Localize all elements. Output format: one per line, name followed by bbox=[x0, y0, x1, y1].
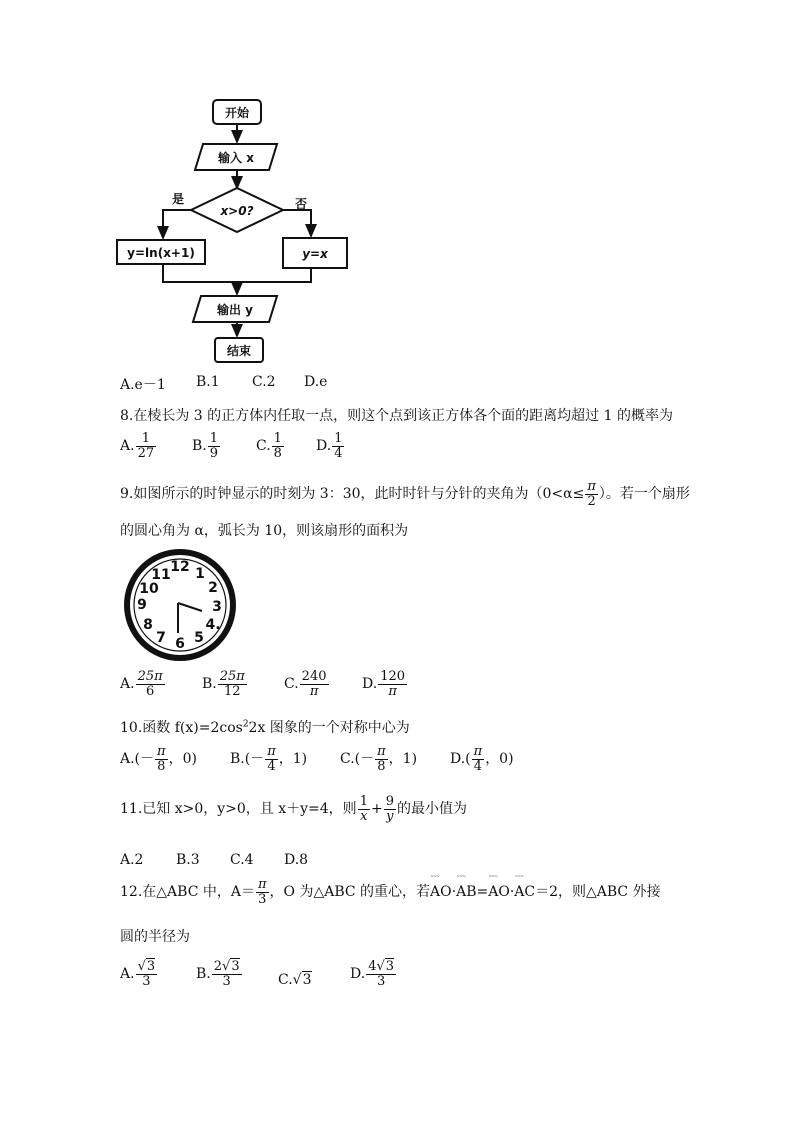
q9-option-b-den: 12 bbox=[218, 684, 247, 699]
q12-option-a bbox=[120, 960, 158, 988]
q12-question-line2: 圆的半径为 bbox=[120, 929, 190, 945]
q11-frac2-den: y bbox=[384, 809, 396, 824]
flow-end-label: 结束 bbox=[226, 344, 252, 358]
q12-option-b-frac bbox=[212, 960, 242, 988]
q9-option-d bbox=[362, 670, 408, 698]
flow-no-box-label: y=x bbox=[302, 247, 328, 261]
q9-option-d-frac bbox=[378, 670, 407, 698]
q12-dot1: · bbox=[451, 884, 457, 901]
q12-vec-ao2: ˜˜˜ AO bbox=[488, 884, 510, 900]
q8-option-a-num: 1 bbox=[141, 431, 150, 446]
flow-start-label: 开始 bbox=[224, 106, 250, 120]
q10-text-b: 2x 图象的一个对称中心为 bbox=[248, 720, 410, 736]
q8-option-d-frac bbox=[332, 432, 344, 460]
q8-option-b-label: B. bbox=[192, 438, 207, 455]
q9-option-b-num: 25π bbox=[219, 669, 245, 684]
q10-option-b-post: ，1) bbox=[278, 751, 308, 768]
flow-yes-box-label: y=ln(x+1) bbox=[127, 246, 195, 260]
q8-option-b-frac bbox=[208, 432, 220, 460]
q10-option-b-pre: B.(－ bbox=[230, 751, 265, 768]
q10-option-b-frac bbox=[265, 745, 278, 773]
q10-option-c-post: ，1) bbox=[388, 751, 418, 768]
clock-number-11: 11 bbox=[151, 567, 171, 583]
q9-line1-frac-num: π bbox=[587, 479, 596, 494]
q10-text-a: 10.函数 f(x)=2cos bbox=[120, 720, 243, 736]
q9-line1-frac-den: 2 bbox=[585, 494, 598, 509]
q10-option-a bbox=[120, 745, 197, 773]
q11-frac1 bbox=[358, 795, 370, 823]
q9-option-a-label: A. bbox=[120, 676, 135, 693]
clock-number-9: 9 bbox=[137, 597, 147, 613]
clock-number-5: 5 bbox=[194, 630, 204, 646]
q11-frac1-num: 1 bbox=[359, 794, 368, 809]
q12-frac-num: π bbox=[257, 877, 267, 892]
q11-option-d: D.8 bbox=[284, 852, 309, 868]
clock-number-8: 8 bbox=[143, 617, 153, 633]
q8-option-a-label: A. bbox=[120, 438, 135, 455]
q10-option-b-den: 4 bbox=[265, 759, 278, 774]
q12-dot2: · bbox=[509, 884, 515, 901]
q10-option-b bbox=[230, 745, 307, 773]
q9-option-d-label: D. bbox=[362, 676, 378, 693]
q10-option-a-num: π bbox=[157, 744, 166, 759]
q8-option-c-den: 8 bbox=[273, 445, 282, 461]
q12-question-line1 bbox=[120, 878, 661, 906]
q12-text-c: ＝2，则△ABC 外接 bbox=[535, 884, 661, 901]
q11-text-b: 的最小值为 bbox=[396, 801, 467, 818]
q10-option-a-pre: A.(－ bbox=[120, 751, 155, 768]
q10-option-d-pre: D.( bbox=[450, 751, 471, 768]
q9-option-d-num: 120 bbox=[380, 669, 406, 684]
q10-option-d-num: π bbox=[473, 744, 483, 759]
q8-option-c-num: 1 bbox=[273, 431, 282, 446]
q10-question bbox=[120, 717, 410, 737]
q10-option-c-pre: C.(－ bbox=[340, 751, 375, 768]
clock-number-7: 7 bbox=[156, 630, 166, 646]
q11-plus: + bbox=[370, 801, 383, 818]
q9-option-c-den: π bbox=[300, 684, 329, 699]
q10-option-a-frac bbox=[155, 745, 168, 773]
q12-text-a: 12.在△ABC 中，A＝ bbox=[120, 884, 255, 901]
clock-number-4: 4. bbox=[205, 617, 221, 633]
q11-frac1-den: x bbox=[358, 809, 370, 824]
q7-option-d: D.e bbox=[304, 374, 328, 390]
q12-option-b bbox=[196, 960, 243, 988]
q9-option-a bbox=[120, 670, 166, 698]
q11-option-c: C.4 bbox=[230, 852, 254, 868]
q12-option-c: C.√3 bbox=[278, 972, 312, 988]
clock-number-2: 2 bbox=[208, 580, 218, 596]
q12-vec-ac: ˜˜˜ AC bbox=[514, 884, 535, 900]
q12-option-a-frac bbox=[136, 960, 158, 988]
q9-option-a-den: 6 bbox=[136, 684, 165, 699]
q10-option-c bbox=[340, 745, 417, 773]
q12-text-b: ，O 为△ABC 的重心，若 bbox=[269, 884, 431, 901]
q8-question: 8.在棱长为 3 的正方体内任取一点，则这个点到该正方体各个面的距离均超过 1 的概率为 bbox=[120, 408, 673, 424]
q8-option-c bbox=[256, 432, 316, 460]
q9-line1-a: 9.如图所示的时钟显示的时刻为 3：30，此时时针与分针的夹角为（0<α≤ bbox=[120, 486, 585, 503]
q12-option-d-rad: 3 bbox=[385, 959, 395, 974]
q9-option-b-frac bbox=[218, 670, 247, 698]
q11-frac2 bbox=[384, 795, 396, 823]
q9-option-a-frac bbox=[136, 670, 165, 698]
q12-option-c-label: C. bbox=[278, 972, 293, 988]
flow-no-label: 否 bbox=[294, 197, 308, 211]
q8-option-a-frac bbox=[136, 432, 157, 460]
clock-hour-hand bbox=[178, 603, 202, 611]
q9-line1-b: ）。若一个扇形 bbox=[598, 486, 690, 503]
flow-condition-label: x>0? bbox=[220, 204, 254, 218]
q10-option-d-post: ，0) bbox=[485, 751, 514, 768]
q7-option-b: B.1 bbox=[196, 374, 220, 390]
q12-frac bbox=[256, 878, 269, 906]
q10-sup: 2 bbox=[242, 719, 249, 730]
q9-question-line1 bbox=[120, 480, 690, 508]
q12-option-a-den: 3 bbox=[136, 974, 158, 989]
q12-option-b-coef: 2 bbox=[213, 959, 223, 974]
q10-option-c-den: 8 bbox=[375, 759, 388, 774]
q12-option-d-num: 4√3 bbox=[368, 959, 395, 974]
q9-option-c-frac bbox=[300, 670, 329, 698]
q12-eq: = bbox=[476, 884, 489, 901]
q12-vec-ab: ˜˜˜ AB bbox=[456, 884, 476, 900]
q8-option-b-num: 1 bbox=[209, 431, 219, 446]
q7-option-c: C.2 bbox=[252, 374, 276, 390]
q10-option-a-den: 8 bbox=[155, 759, 168, 774]
q12-option-b-den: 3 bbox=[212, 974, 242, 989]
q10-option-a-post: ，0) bbox=[168, 751, 197, 768]
q8-option-c-label: C. bbox=[256, 438, 271, 455]
q11-text-a: 11.已知 x>0，y>0，且 x＋y=4，则 bbox=[120, 801, 357, 818]
q7-option-a: A.e－1 bbox=[120, 377, 166, 393]
q10-option-b-num: π bbox=[267, 744, 276, 759]
clock-figure bbox=[120, 547, 240, 667]
q9-option-c-label: C. bbox=[284, 676, 299, 693]
q8-option-c-frac bbox=[272, 432, 284, 460]
q12-option-d-coef: 4 bbox=[368, 959, 377, 974]
q11-question bbox=[120, 795, 467, 823]
q12-option-d bbox=[350, 960, 397, 988]
q10-option-d-den: 4 bbox=[472, 759, 485, 774]
q9-option-b bbox=[202, 670, 248, 698]
q10-option-d bbox=[450, 745, 514, 773]
clock-number-10: 10 bbox=[139, 581, 159, 597]
flowchart bbox=[105, 90, 328, 370]
q8-option-d-label: D. bbox=[316, 438, 332, 455]
q9-option-c bbox=[284, 670, 330, 698]
q10-option-c-frac bbox=[375, 745, 388, 773]
q9-question-line2: 的圆心角为 α，弧长为 10，则该扇形的面积为 bbox=[120, 523, 409, 539]
q12-option-b-label: B. bbox=[196, 966, 211, 983]
clock-number-6: 6 bbox=[175, 636, 185, 652]
flow-input-label: 输入 x bbox=[218, 151, 254, 165]
q10-option-d-frac bbox=[472, 745, 485, 773]
q8-option-d-den: 4 bbox=[334, 445, 343, 461]
flow-yes-label: 是 bbox=[171, 192, 185, 206]
q12-option-a-num: √3 bbox=[137, 959, 156, 974]
q12-option-b-num: 2√3 bbox=[213, 959, 240, 974]
clock-number-3: 3 bbox=[212, 599, 222, 615]
q11-option-a: A.2 bbox=[120, 852, 144, 868]
q9-line1-frac bbox=[585, 480, 598, 508]
q12-option-d-den: 3 bbox=[366, 974, 396, 989]
flow-output-label: 输出 y bbox=[216, 303, 254, 317]
q12-option-c-rad: 3 bbox=[302, 972, 312, 988]
q12-option-b-rad: 3 bbox=[231, 959, 240, 974]
q8-option-a bbox=[120, 432, 180, 460]
q12-option-a-rad: 3 bbox=[146, 959, 156, 974]
q12-option-a-label: A. bbox=[120, 966, 135, 983]
q12-vec-ao: ˜˜˜ AO bbox=[430, 884, 452, 900]
q9-option-a-num: 25π bbox=[137, 669, 163, 684]
q8-option-b-den: 9 bbox=[209, 445, 219, 461]
q12-option-d-label: D. bbox=[350, 966, 366, 983]
q8-option-b bbox=[192, 432, 252, 460]
clock-number-12: 12 bbox=[170, 559, 190, 575]
q12-frac-den: 3 bbox=[256, 892, 269, 907]
q9-option-d-den: π bbox=[378, 684, 407, 699]
q11-option-b: B.3 bbox=[176, 852, 200, 868]
q8-option-d-num: 1 bbox=[334, 431, 343, 446]
q10-option-c-num: π bbox=[377, 744, 386, 759]
clock-number-1: 1 bbox=[195, 566, 205, 582]
q9-option-c-num: 240 bbox=[301, 669, 327, 684]
q12-option-d-frac bbox=[366, 960, 396, 988]
q11-frac2-num: 9 bbox=[385, 794, 394, 809]
q8-option-a-den: 27 bbox=[137, 445, 155, 461]
q9-option-b-label: B. bbox=[202, 676, 217, 693]
q8-option-d bbox=[316, 432, 376, 460]
